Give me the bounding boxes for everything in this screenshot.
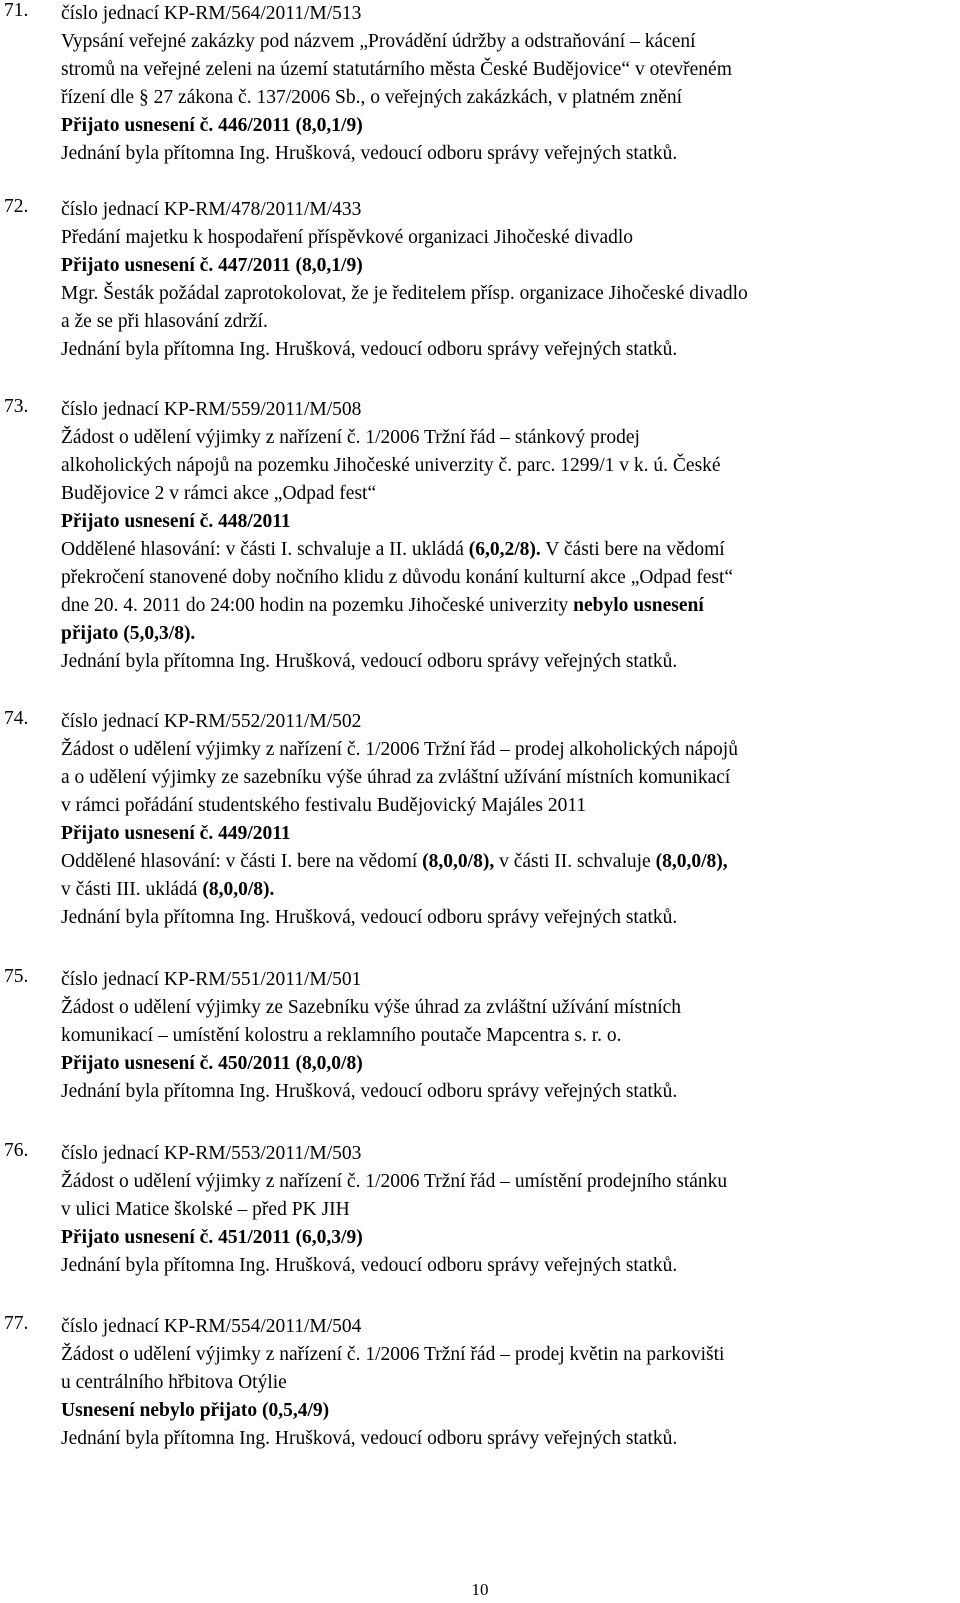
vote-text: Oddělené hlasování: v části I. schvaluje a II. ukládá <box>61 539 469 560</box>
subject-line: v ulici Matice školské – před PK JIH <box>61 1199 350 1220</box>
subject-line: u centrálního hřbitova Otýlie <box>61 1372 287 1393</box>
page-number: 10 <box>471 1580 489 1599</box>
vote-line: přijato (5,0,3/8). <box>61 623 196 644</box>
subject-line: alkoholických nápojů na pozemku Jihočeské univerzity č. parc. 1299/1 v k. ú. České <box>61 455 721 476</box>
item-body <box>61 1140 956 1280</box>
subject-line: řízení dle § 27 zákona č. 137/2006 Sb., o veřejných zakázkách, v platném znění <box>61 87 683 108</box>
subject-line: Budějovice 2 v rámci akce „Odpad fest“ <box>61 483 377 504</box>
resolution: Přijato usnesení č. 448/2011 <box>61 511 291 532</box>
note-line: Mgr. Šesták požádal zaprotokolovat, že je ředitelem přísp. organizace Jihočeské divadlo <box>61 283 748 304</box>
reference-number: číslo jednací KP-RM/554/2011/M/504 <box>61 1316 362 1337</box>
vote-text: V části bere na vědomí <box>540 539 725 560</box>
item-body <box>61 966 956 1106</box>
presence-note: Jednání byla přítomna Ing. Hrušková, vedoucí odboru správy veřejných statků. <box>61 907 678 928</box>
subject-line: Vypsání veřejné zakázky pod názvem „Provádění údržby a odstraňování – kácení <box>61 31 696 52</box>
vote-line <box>61 536 956 564</box>
vote-text: dne 20. 4. 2011 do 24:00 hodin na pozemku Jihočeské univerzity <box>61 595 574 616</box>
subject-line: Žádost o udělení výjimky z nařízení č. 1/2006 Tržní řád – stánkový prodej <box>61 427 640 448</box>
vote-line <box>61 876 956 904</box>
resolution: Přijato usnesení č. 450/2011 (8,0,0/8) <box>61 1053 363 1074</box>
subject-line: Žádost o udělení výjimky z nařízení č. 1/2006 Tržní řád – umístění prodejního stánku <box>61 1171 728 1192</box>
item-number: 72. <box>4 196 29 217</box>
item-number: 71. <box>4 0 29 21</box>
item-number: 77. <box>4 1313 29 1334</box>
vote-text: v části II. schvaluje <box>494 851 656 872</box>
subject-line: stromů na veřejné zeleni na území statutárního města České Budějovice“ v otevřeném <box>61 59 732 80</box>
vote-line: překročení stanovené doby nočního klidu z důvodu konání kulturní akce „Odpad fest“ <box>61 567 734 588</box>
vote-result: (6,0,2/8). <box>468 539 541 560</box>
item-body <box>61 1313 956 1453</box>
vote-text: Oddělené hlasování: v části I. bere na vědomí <box>61 851 423 872</box>
vote-text: v části III. ukládá <box>61 879 203 900</box>
presence-note: Jednání byla přítomna Ing. Hrušková, vedoucí odboru správy veřejných statků. <box>61 339 678 360</box>
subject-line: Žádost o udělení výjimky z nařízení č. 1/2006 Tržní řád – prodej alkoholických nápojů <box>61 739 738 760</box>
resolution: Přijato usnesení č. 446/2011 (8,0,1/9) <box>61 115 363 136</box>
resolution: Přijato usnesení č. 451/2011 (6,0,3/9) <box>61 1227 363 1248</box>
subject-line: v rámci pořádání studentského festivalu Budějovický Majáles 2011 <box>61 795 587 816</box>
subject-line: komunikací – umístění kolostru a reklamního poutače Mapcentra s. r. o. <box>61 1025 622 1046</box>
vote-result: (8,0,0/8), <box>422 851 495 872</box>
item-number: 76. <box>4 1140 29 1161</box>
vote-line <box>61 848 956 876</box>
item-body <box>61 708 956 932</box>
presence-note: Jednání byla přítomna Ing. Hrušková, vedoucí odboru správy veřejných statků. <box>61 1255 678 1276</box>
presence-note: Jednání byla přítomna Ing. Hrušková, vedoucí odboru správy veřejných statků. <box>61 651 678 672</box>
item-body <box>61 0 956 168</box>
resolution: Usnesení nebylo přijato (0,5,4/9) <box>61 1400 330 1421</box>
item-body <box>61 196 956 364</box>
resolution: Přijato usnesení č. 449/2011 <box>61 823 291 844</box>
vote-result: (8,0,0/8). <box>202 879 275 900</box>
item-number: 75. <box>4 966 29 987</box>
subject-line: Žádost o udělení výjimky z nařízení č. 1/2006 Tržní řád – prodej květin na parkovišti <box>61 1344 725 1365</box>
reference-number: číslo jednací KP-RM/553/2011/M/503 <box>61 1143 362 1164</box>
vote-line <box>61 592 956 620</box>
item-number: 74. <box>4 708 29 729</box>
reference-number: číslo jednací KP-RM/564/2011/M/513 <box>61 3 362 24</box>
reference-number: číslo jednací KP-RM/552/2011/M/502 <box>61 711 362 732</box>
vote-result: (8,0,0/8), <box>655 851 728 872</box>
subject-line: Žádost o udělení výjimky ze Sazebníku výše úhrad za zvláštní užívání místních <box>61 997 682 1018</box>
subject-line: a o udělení výjimky ze sazebníku výše úhrad za zvláštní užívání místních komunikací <box>61 767 731 788</box>
reference-number: číslo jednací KP-RM/478/2011/M/433 <box>61 199 362 220</box>
presence-note: Jednání byla přítomna Ing. Hrušková, vedoucí odboru správy veřejných statků. <box>61 1428 678 1449</box>
presence-note: Jednání byla přítomna Ing. Hrušková, vedoucí odboru správy veřejných statků. <box>61 143 678 164</box>
item-body <box>61 396 956 676</box>
item-number: 73. <box>4 396 29 417</box>
note-line: a že se při hlasování zdrží. <box>61 311 268 332</box>
resolution: Přijato usnesení č. 447/2011 (8,0,1/9) <box>61 255 363 276</box>
reference-number: číslo jednací KP-RM/551/2011/M/501 <box>61 969 362 990</box>
vote-result: nebylo usnesení <box>573 595 704 616</box>
subject-line: Předání majetku k hospodaření příspěvkové organizaci Jihočeské divadlo <box>61 227 634 248</box>
presence-note: Jednání byla přítomna Ing. Hrušková, vedoucí odboru správy veřejných statků. <box>61 1081 678 1102</box>
reference-number: číslo jednací KP-RM/559/2011/M/508 <box>61 399 362 420</box>
